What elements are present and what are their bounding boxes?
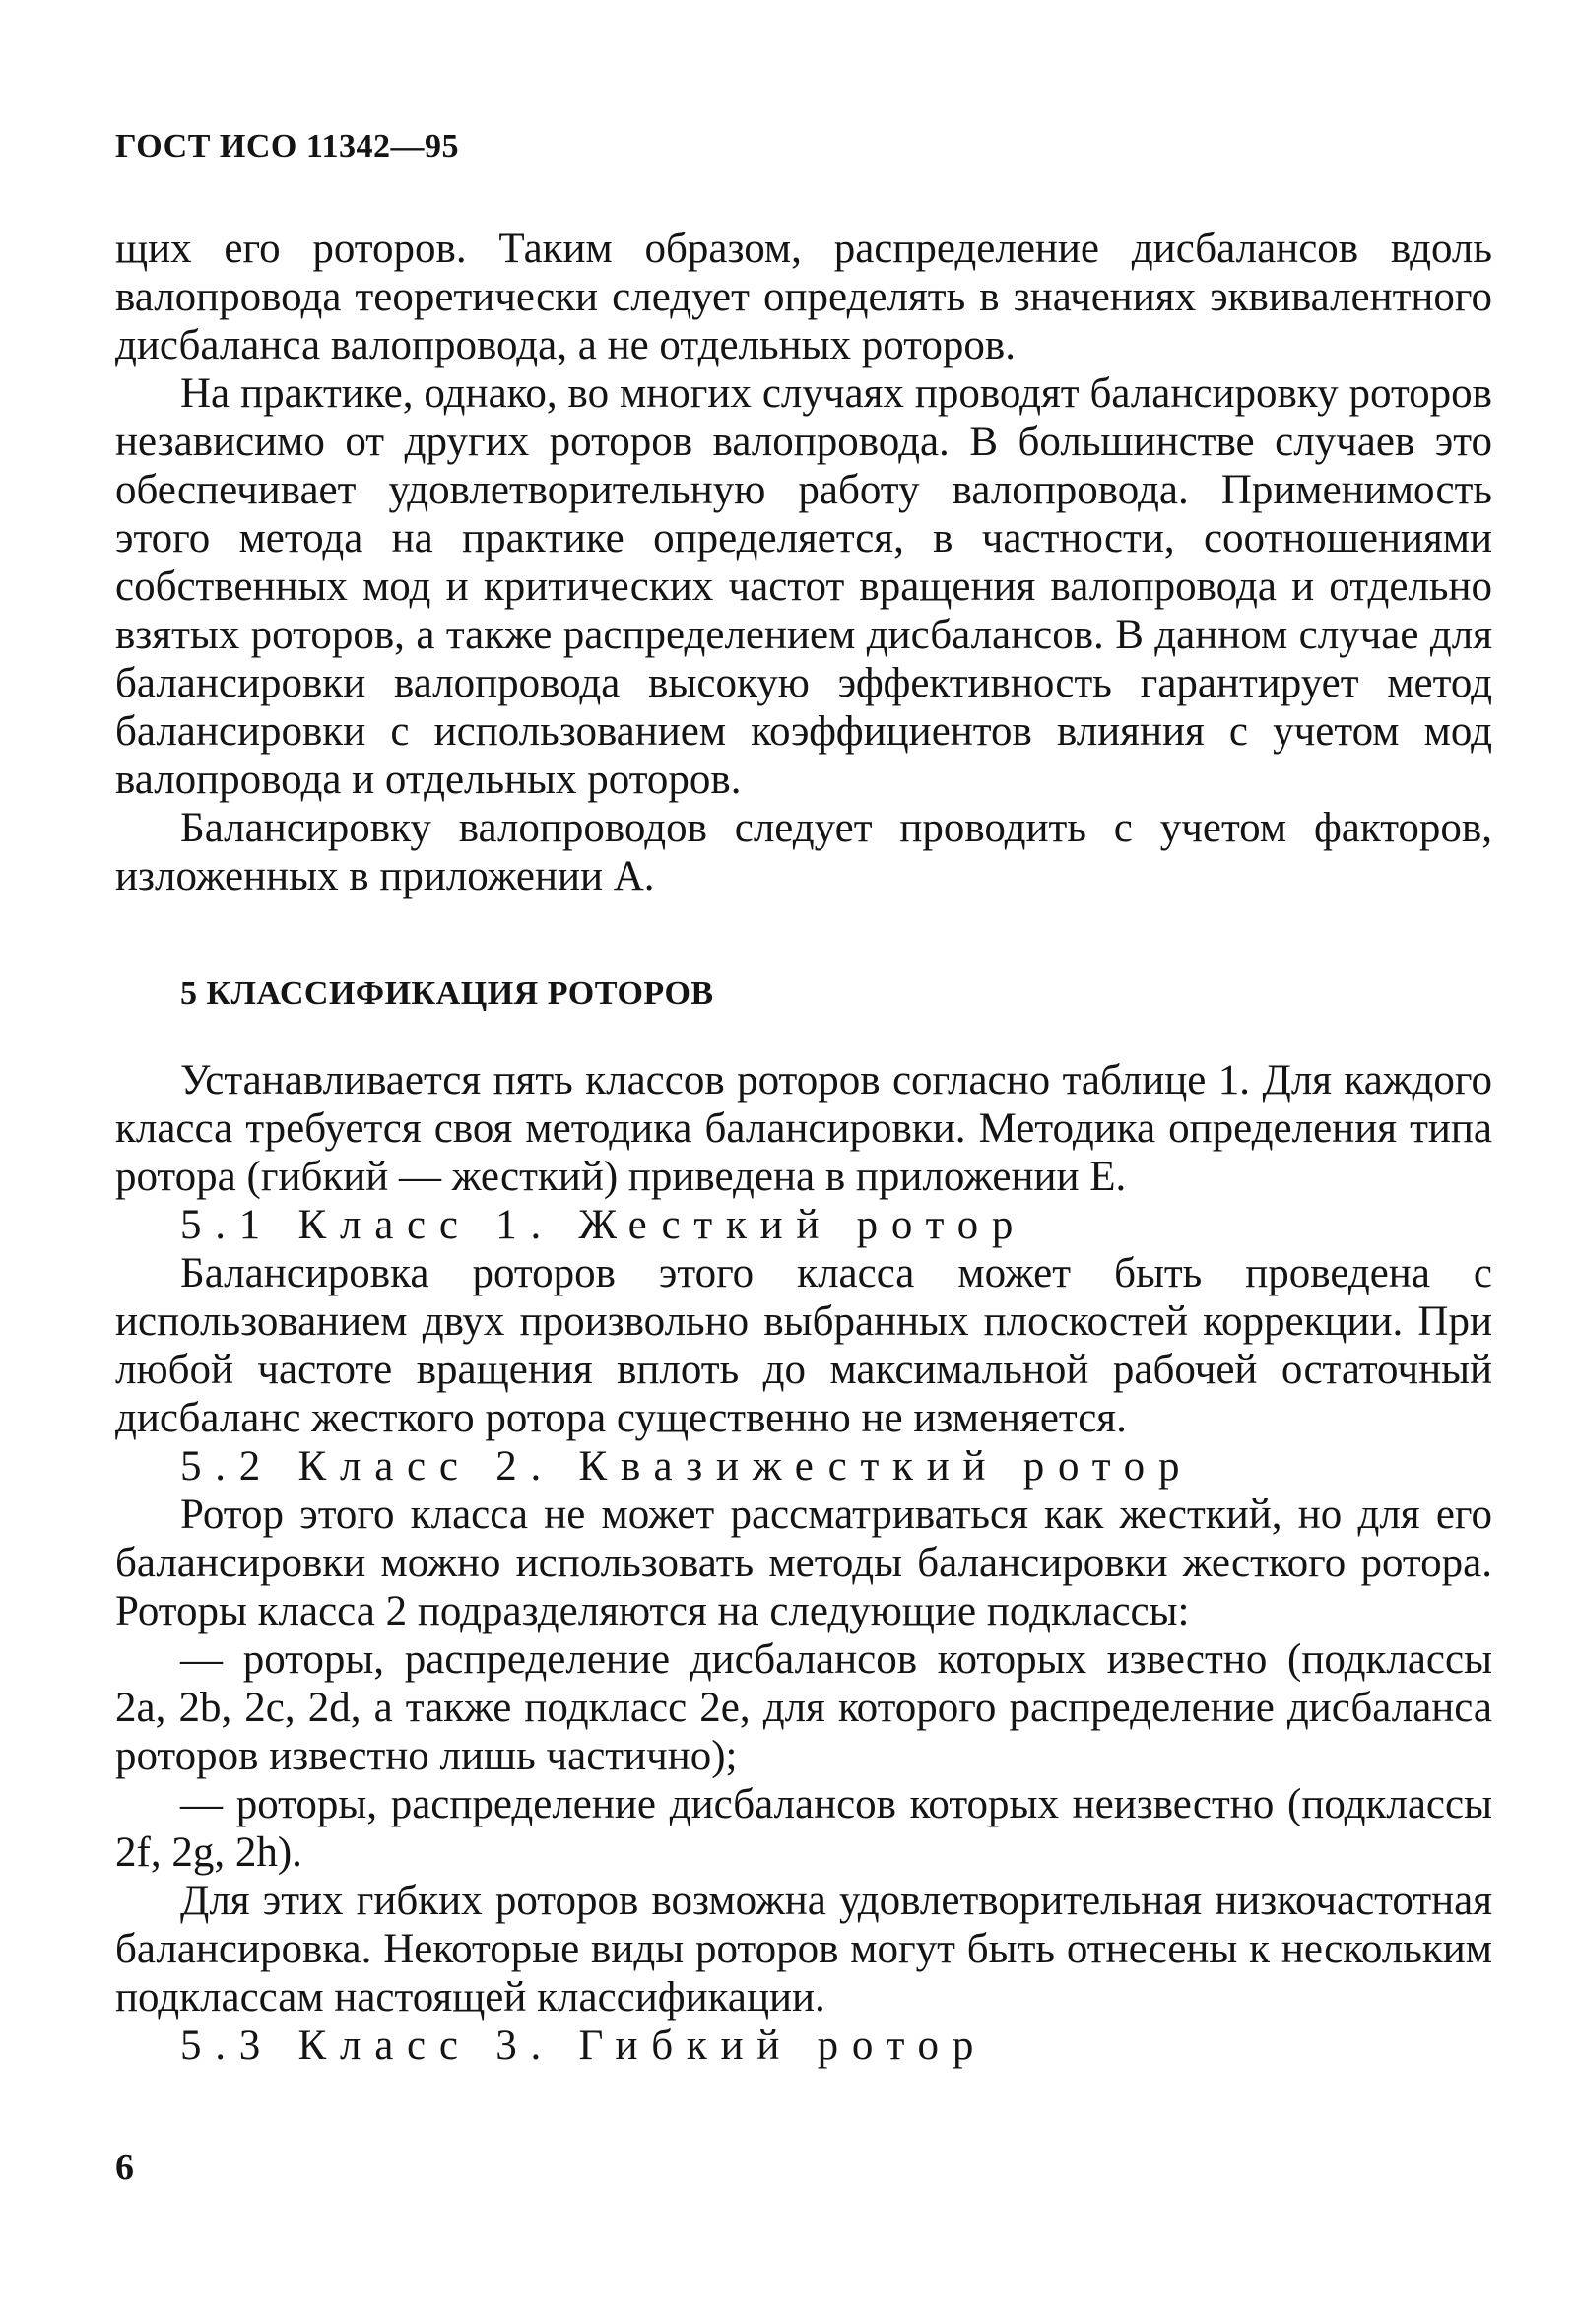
subsection-5-1-text: Балансировка роторов этого класса может быть проведена с использованием двух произвольно выбранных плоскостей коррекции. При любой частоте вращения вплоть до максимальной рабочей остаточный дисбаланс жесткого ротора существенно не изменяется. <box>115 1250 1492 1441</box>
paragraph-shafting-balancing: Балансировку валопроводов следует проводить с учетом факторов, изложенных в приложении А. <box>115 805 1492 899</box>
continued-text-block <box>115 225 1492 900</box>
section-5-body <box>115 1056 1492 2070</box>
subsection-5-2-list-item: — роторы, распределение дисбалансов которых неизвестно (подклассы 2f, 2g, 2h). <box>115 1781 1492 1876</box>
subsection-5-1-heading: 5.1 Класс 1. Жесткий ротор <box>180 1202 1027 1248</box>
paragraph-continued: щих его роторов. Таким образом, распределение дисбалансов вдоль валопровода теоретически следует определять в значениях эквивалентного дисбаланса валопровода, а не отдельных роторов. <box>115 226 1492 368</box>
section-5-intro: Устанавливается пять классов роторов согласно таблице 1. Для каждого класса требуется своя методика балансировки. Методика определения типа ротора (гибкий — жесткий) приведена в приложении Е. <box>115 1057 1492 1200</box>
page-number: 6 <box>115 2147 134 2188</box>
subsection-5-2-heading: 5.2 Класс 2. Квазижесткий ротор <box>180 1443 1194 1490</box>
paragraph-practice: На практике, однако, во многих случаях проводят балансировку роторов независимо от других роторов валопровода. В большинстве случаев это обеспечивает удовлетворительную работу валопровода. Применимость этого метода на практике определяется, в частности, соотношениями собственных мод и критических частот вращения валопровода и отдельно взятых роторов, а также распределением дисбалансов. В данном случае для балансировки валопровода высокую эффективность гарантирует метод балансировки с использованием коэффициентов влияния с учетом мод валопровода и отдельных роторов. <box>115 370 1492 803</box>
section-5-title: 5 КЛАССИФИКАЦИЯ РОТОРОВ <box>180 975 714 1012</box>
subsection-5-3-heading: 5.3 Класс 3. Гибкий ротор <box>180 2023 988 2069</box>
document-code-header: ГОСТ ИСО 11342—95 <box>115 128 459 165</box>
subsection-5-2-note: Для этих гибких роторов возможна удовлетворительная низкочастотная балансировка. Некоторые виды роторов могут быть отнесены к нескольким подклассам настоящей классификации. <box>115 1878 1492 2021</box>
subsection-5-2-list-item: — роторы, распределение дисбалансов которых известно (подклассы 2a, 2b, 2c, 2d, а также подкласс 2e, для которого распределение дисбаланса роторов известно лишь частично); <box>115 1636 1492 1779</box>
subsection-5-2-text: Ротор этого класса не может рассматриваться как жесткий, но для его балансировки можно использовать методы балансировки жесткого ротора. Роторы класса 2 подразделяются на следующие подклассы: <box>115 1492 1492 1634</box>
